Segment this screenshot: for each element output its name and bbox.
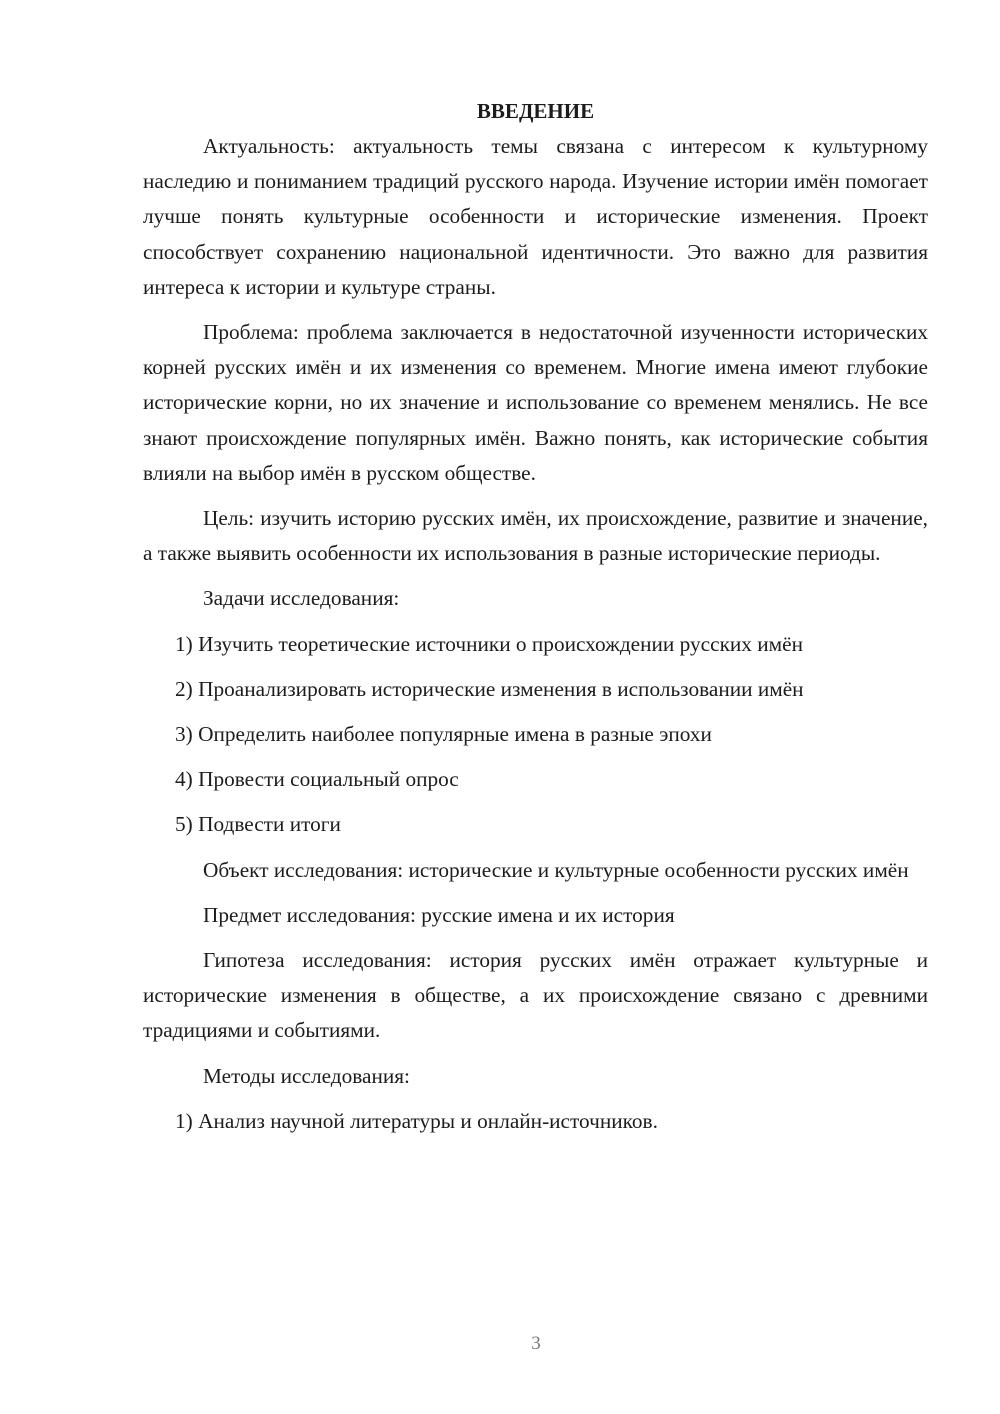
relevance-paragraph: Актуальность: актуальность темы связана с интересом к культурному наследию и пониманием традиций русского народа. Изучение истории имён помогает лучше понять культурные особенности и исторические изменения. Проект способствует сохранению национальной идентичности. Это важно для развития интереса к истории и культуре страны. (143, 134, 928, 299)
document-page (143, 92, 928, 1149)
page-number: 3 (531, 1333, 541, 1354)
list-item: 1) Изучить теоретические источники о происхождении русских имён (175, 631, 804, 656)
hypothesis-paragraph: Гипотеза исследования: история русских имён отражает культурные и исторические изменения в обществе, а их происхождение связано с древними традициями и событиями. (143, 948, 928, 1043)
tasks-heading: Задачи исследования: (203, 586, 400, 611)
page-title: ВВЕДЕНИЕ (476, 99, 595, 123)
list-item: 4) Провести социальный опрос (175, 767, 459, 792)
list-item: 3) Определить наиболее популярные имена в разные эпохи (175, 722, 712, 747)
tasks-list (143, 627, 928, 843)
subject-paragraph: Предмет исследования: русские имена и их история (203, 902, 675, 927)
list-item: 5) Подвести итоги (175, 812, 341, 837)
problem-paragraph: Проблема: проблема заключается в недостаточной изученности исторических корней русских имён и их изменения со временем. Многие имена имеют глубокие исторические корни, но их значение и использование со временем менялись. Не все знают происхождение популярных имён. Важно понять, как исторические события влияли на выбор имён в русском обществе. (143, 320, 928, 485)
methods-list (143, 1104, 928, 1139)
object-paragraph: Объект исследования: исторические и культурные особенности русских имён (203, 857, 909, 882)
list-item: 2) Проанализировать исторические изменения в использовании имён (175, 676, 804, 701)
list-item: 1) Анализ научной литературы и онлайн-источников. (175, 1108, 658, 1133)
goal-paragraph: Цель: изучить историю русских имён, их происхождение, развитие и значение, а также выявить особенности их использования в разные исторические периоды. (143, 506, 928, 566)
methods-heading: Методы исследования: (203, 1063, 410, 1088)
